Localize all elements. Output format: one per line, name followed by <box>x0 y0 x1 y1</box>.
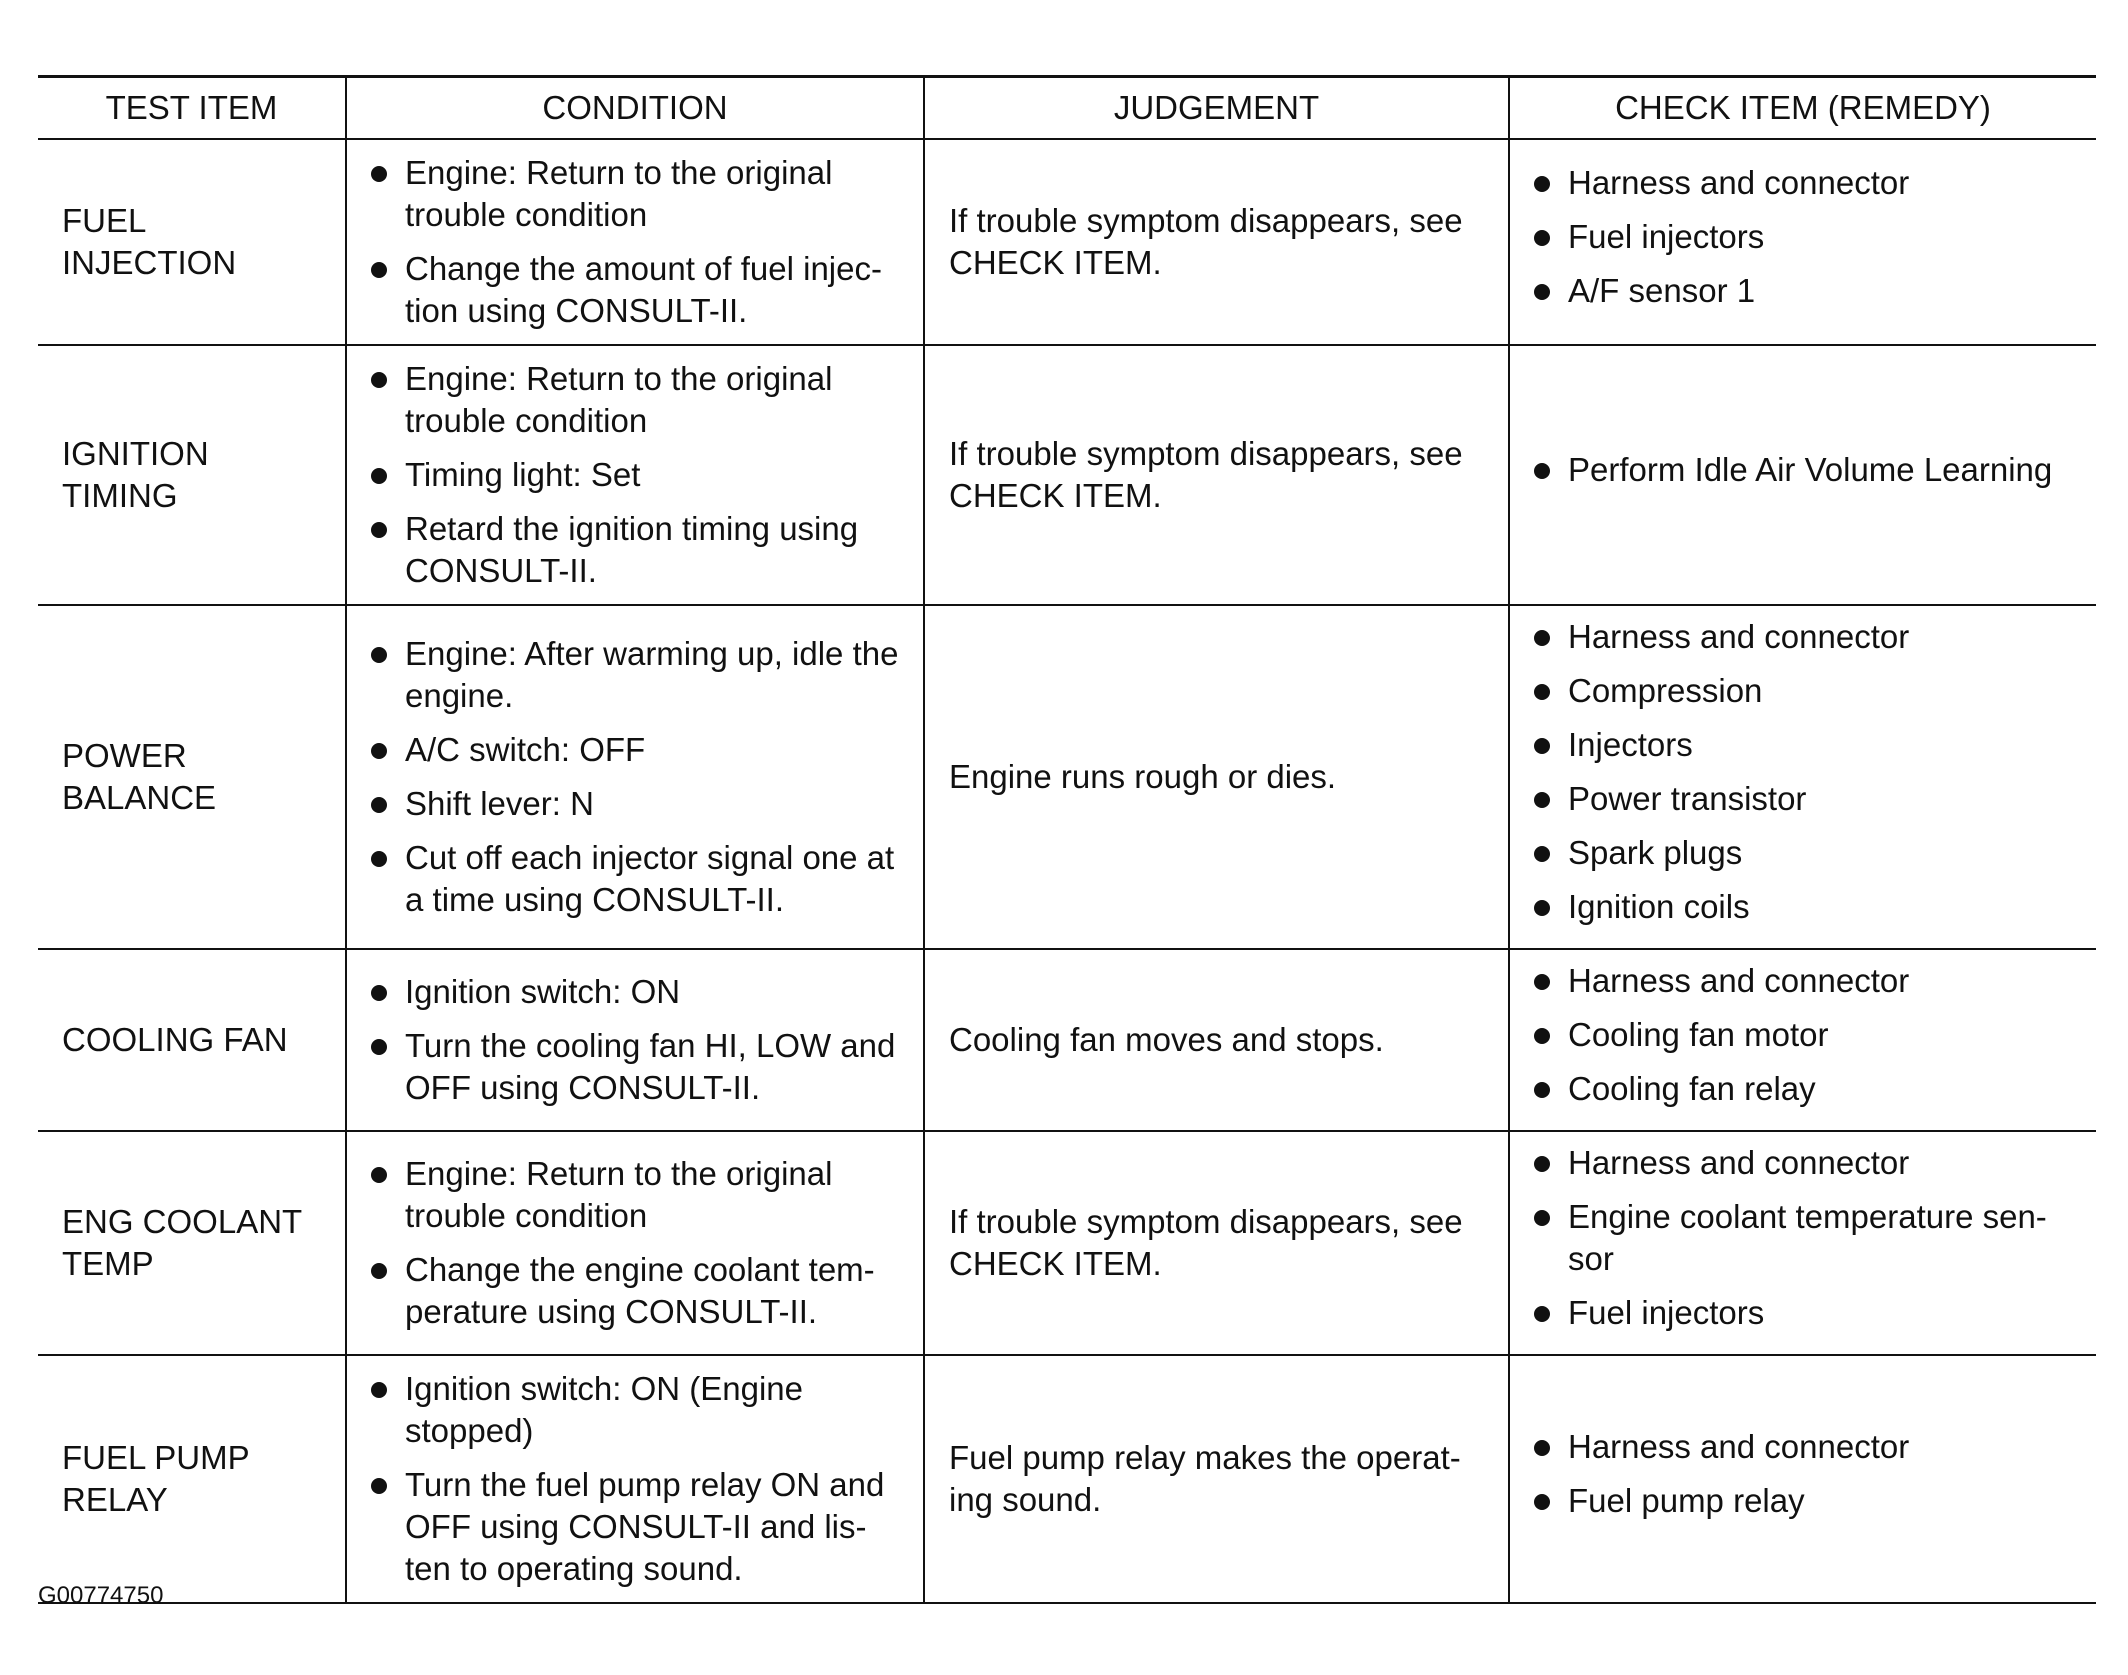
bullet-icon <box>371 1167 387 1183</box>
remedy-item <box>1510 1068 2096 1110</box>
remedy-text: Harness and connector <box>1568 618 1910 655</box>
remedy-text: Harness and connector <box>1568 962 1910 999</box>
judgement-cell: Cooling fan moves and stops. <box>924 949 1509 1131</box>
remedy-text: Compression <box>1568 672 1763 709</box>
test-item-line: TIMING <box>62 477 178 514</box>
bullet-icon <box>371 1478 387 1494</box>
condition-text: Cut off each injector signal one at a time using CONSULT-II. <box>405 839 895 918</box>
bullet-icon <box>1534 463 1550 479</box>
condition-item <box>347 1464 923 1590</box>
bullet-icon <box>1534 792 1550 808</box>
test-item-line: INJECTION <box>62 244 237 281</box>
remedy-item <box>1510 449 2096 491</box>
bullet-icon <box>371 1039 387 1055</box>
condition-item <box>347 729 923 771</box>
bullet-icon <box>1534 1028 1550 1044</box>
test-item-cell <box>38 949 346 1131</box>
judgement-cell: If trouble symptom disappears, see CHECK ITEM. <box>924 139 1509 345</box>
condition-item <box>347 1153 923 1237</box>
table-row <box>38 605 2096 949</box>
condition-cell <box>346 1355 924 1603</box>
remedy-text: Fuel pump relay <box>1568 1482 1805 1519</box>
header-check-item: CHECK ITEM (REMEDY) <box>1509 77 2096 140</box>
bullet-icon <box>371 743 387 759</box>
remedy-text: Engine coolant temperature sen- sor <box>1568 1198 2047 1277</box>
bullet-icon <box>371 1263 387 1279</box>
table-row <box>38 345 2096 605</box>
remedy-item <box>1510 778 2096 820</box>
figure-code: G00774750 <box>38 1582 164 1609</box>
condition-item <box>347 248 923 332</box>
condition-cell <box>346 345 924 605</box>
condition-item <box>347 971 923 1013</box>
remedy-cell <box>1509 345 2096 605</box>
header-row <box>38 77 2096 140</box>
remedy-text: Cooling fan relay <box>1568 1070 1816 1107</box>
condition-item <box>347 837 923 921</box>
test-item-line: ENG COOLANT <box>62 1203 303 1240</box>
diagnosis-table-container <box>38 75 2096 1604</box>
test-item-line: TEMP <box>62 1245 154 1282</box>
judgement-cell: If trouble symptom disappears, see CHECK ITEM. <box>924 1131 1509 1355</box>
bullet-icon <box>1534 1156 1550 1172</box>
condition-text: Timing light: Set <box>405 456 641 493</box>
active-test-table <box>38 75 2096 1604</box>
test-item-line: BALANCE <box>62 779 217 816</box>
table-row <box>38 139 2096 345</box>
test-item-line: POWER <box>62 737 187 774</box>
remedy-item <box>1510 616 2096 658</box>
bullet-icon <box>1534 900 1550 916</box>
bullet-icon <box>1534 284 1550 300</box>
condition-text: Change the amount of fuel injec- tion using CONSULT-II. <box>405 250 882 329</box>
bullet-icon <box>1534 684 1550 700</box>
remedy-item <box>1510 270 2096 312</box>
bullet-icon <box>1534 1210 1550 1226</box>
remedy-text: Harness and connector <box>1568 1144 1910 1181</box>
condition-text: Turn the cooling fan HI, LOW and OFF using CONSULT-II. <box>405 1027 896 1106</box>
remedy-item <box>1510 960 2096 1002</box>
bullet-icon <box>1534 176 1550 192</box>
condition-text: A/C switch: OFF <box>405 731 646 768</box>
bullet-icon <box>1534 230 1550 246</box>
test-item-line: FUEL PUMP <box>62 1439 250 1476</box>
condition-item <box>347 508 923 592</box>
test-item-cell <box>38 139 346 345</box>
bullet-icon <box>371 262 387 278</box>
condition-text: Shift lever: N <box>405 785 594 822</box>
remedy-cell <box>1509 139 2096 345</box>
remedy-text: Harness and connector <box>1568 164 1910 201</box>
bullet-icon <box>371 166 387 182</box>
bullet-icon <box>371 1382 387 1398</box>
bullet-icon <box>1534 846 1550 862</box>
bullet-icon <box>371 372 387 388</box>
condition-text: Retard the ignition timing using CONSULT-II. <box>405 510 859 589</box>
condition-text: Change the engine coolant tem- perature using CONSULT-II. <box>405 1251 875 1330</box>
condition-item <box>347 152 923 236</box>
remedy-item <box>1510 162 2096 204</box>
header-judgement: JUDGEMENT <box>924 77 1509 140</box>
condition-text: Turn the fuel pump relay ON and OFF using CONSULT-II and lis- ten to operating sound. <box>405 1466 885 1587</box>
condition-cell <box>346 949 924 1131</box>
condition-item <box>347 454 923 496</box>
remedy-text: Fuel injectors <box>1568 218 1765 255</box>
condition-text: Ignition switch: ON (Engine stopped) <box>405 1370 804 1449</box>
condition-text: Engine: After warming up, idle the engine. <box>405 635 899 714</box>
remedy-item <box>1510 216 2096 258</box>
remedy-text: Perform Idle Air Volume Learning <box>1568 451 2053 488</box>
remedy-item <box>1510 1142 2096 1184</box>
bullet-icon <box>1534 1440 1550 1456</box>
remedy-text: Spark plugs <box>1568 834 1743 871</box>
remedy-cell <box>1509 605 2096 949</box>
condition-item <box>347 633 923 717</box>
header-test-item: TEST ITEM <box>105 89 278 126</box>
bullet-icon <box>371 797 387 813</box>
condition-cell <box>346 1131 924 1355</box>
condition-cell <box>346 605 924 949</box>
bullet-icon <box>371 647 387 663</box>
remedy-item <box>1510 724 2096 766</box>
remedy-item <box>1510 1480 2096 1522</box>
header-condition: CONDITION <box>346 77 924 140</box>
table-row <box>38 1131 2096 1355</box>
remedy-item <box>1510 1426 2096 1468</box>
test-item-line: RELAY <box>62 1481 168 1518</box>
remedy-text: Power transistor <box>1568 780 1807 817</box>
bullet-icon <box>371 851 387 867</box>
remedy-item <box>1510 886 2096 928</box>
remedy-cell <box>1509 1355 2096 1603</box>
test-item-line: FUEL <box>62 202 147 239</box>
test-item-cell <box>38 345 346 605</box>
remedy-item <box>1510 1292 2096 1334</box>
bullet-icon <box>1534 974 1550 990</box>
condition-item <box>347 1249 923 1333</box>
test-item-line: IGNITION <box>62 435 209 472</box>
remedy-cell <box>1509 1131 2096 1355</box>
bullet-icon <box>1534 1494 1550 1510</box>
bullet-icon <box>1534 1306 1550 1322</box>
remedy-text: Ignition coils <box>1568 888 1750 925</box>
remedy-item <box>1510 670 2096 712</box>
remedy-item <box>1510 832 2096 874</box>
bullet-icon <box>371 468 387 484</box>
condition-text: Engine: Return to the original trouble condition <box>405 154 833 233</box>
bullet-icon <box>371 522 387 538</box>
remedy-text: A/F sensor 1 <box>1568 272 1756 309</box>
remedy-text: Harness and connector <box>1568 1428 1910 1465</box>
bullet-icon <box>1534 738 1550 754</box>
test-item-line: COOLING FAN <box>62 1021 288 1058</box>
remedy-item <box>1510 1014 2096 1056</box>
condition-item <box>347 1025 923 1109</box>
test-item-cell <box>38 1355 346 1603</box>
judgement-cell: If trouble symptom disappears, see CHECK ITEM. <box>924 345 1509 605</box>
judgement-cell: Fuel pump relay makes the operat- ing sound. <box>924 1355 1509 1603</box>
bullet-icon <box>1534 630 1550 646</box>
remedy-text: Injectors <box>1568 726 1693 763</box>
condition-cell <box>346 139 924 345</box>
condition-text: Engine: Return to the original trouble condition <box>405 1155 833 1234</box>
judgement-cell: Engine runs rough or dies. <box>924 605 1509 949</box>
remedy-cell <box>1509 949 2096 1131</box>
condition-item <box>347 1368 923 1452</box>
condition-text: Ignition switch: ON <box>405 973 681 1010</box>
remedy-text: Cooling fan motor <box>1568 1016 1829 1053</box>
remedy-text: Fuel injectors <box>1568 1294 1765 1331</box>
table-row <box>38 949 2096 1131</box>
bullet-icon <box>371 985 387 1001</box>
remedy-item <box>1510 1196 2096 1280</box>
test-item-cell <box>38 1131 346 1355</box>
condition-item <box>347 358 923 442</box>
table-row <box>38 1355 2096 1603</box>
condition-item <box>347 783 923 825</box>
bullet-icon <box>1534 1082 1550 1098</box>
test-item-cell <box>38 605 346 949</box>
condition-text: Engine: Return to the original trouble condition <box>405 360 833 439</box>
